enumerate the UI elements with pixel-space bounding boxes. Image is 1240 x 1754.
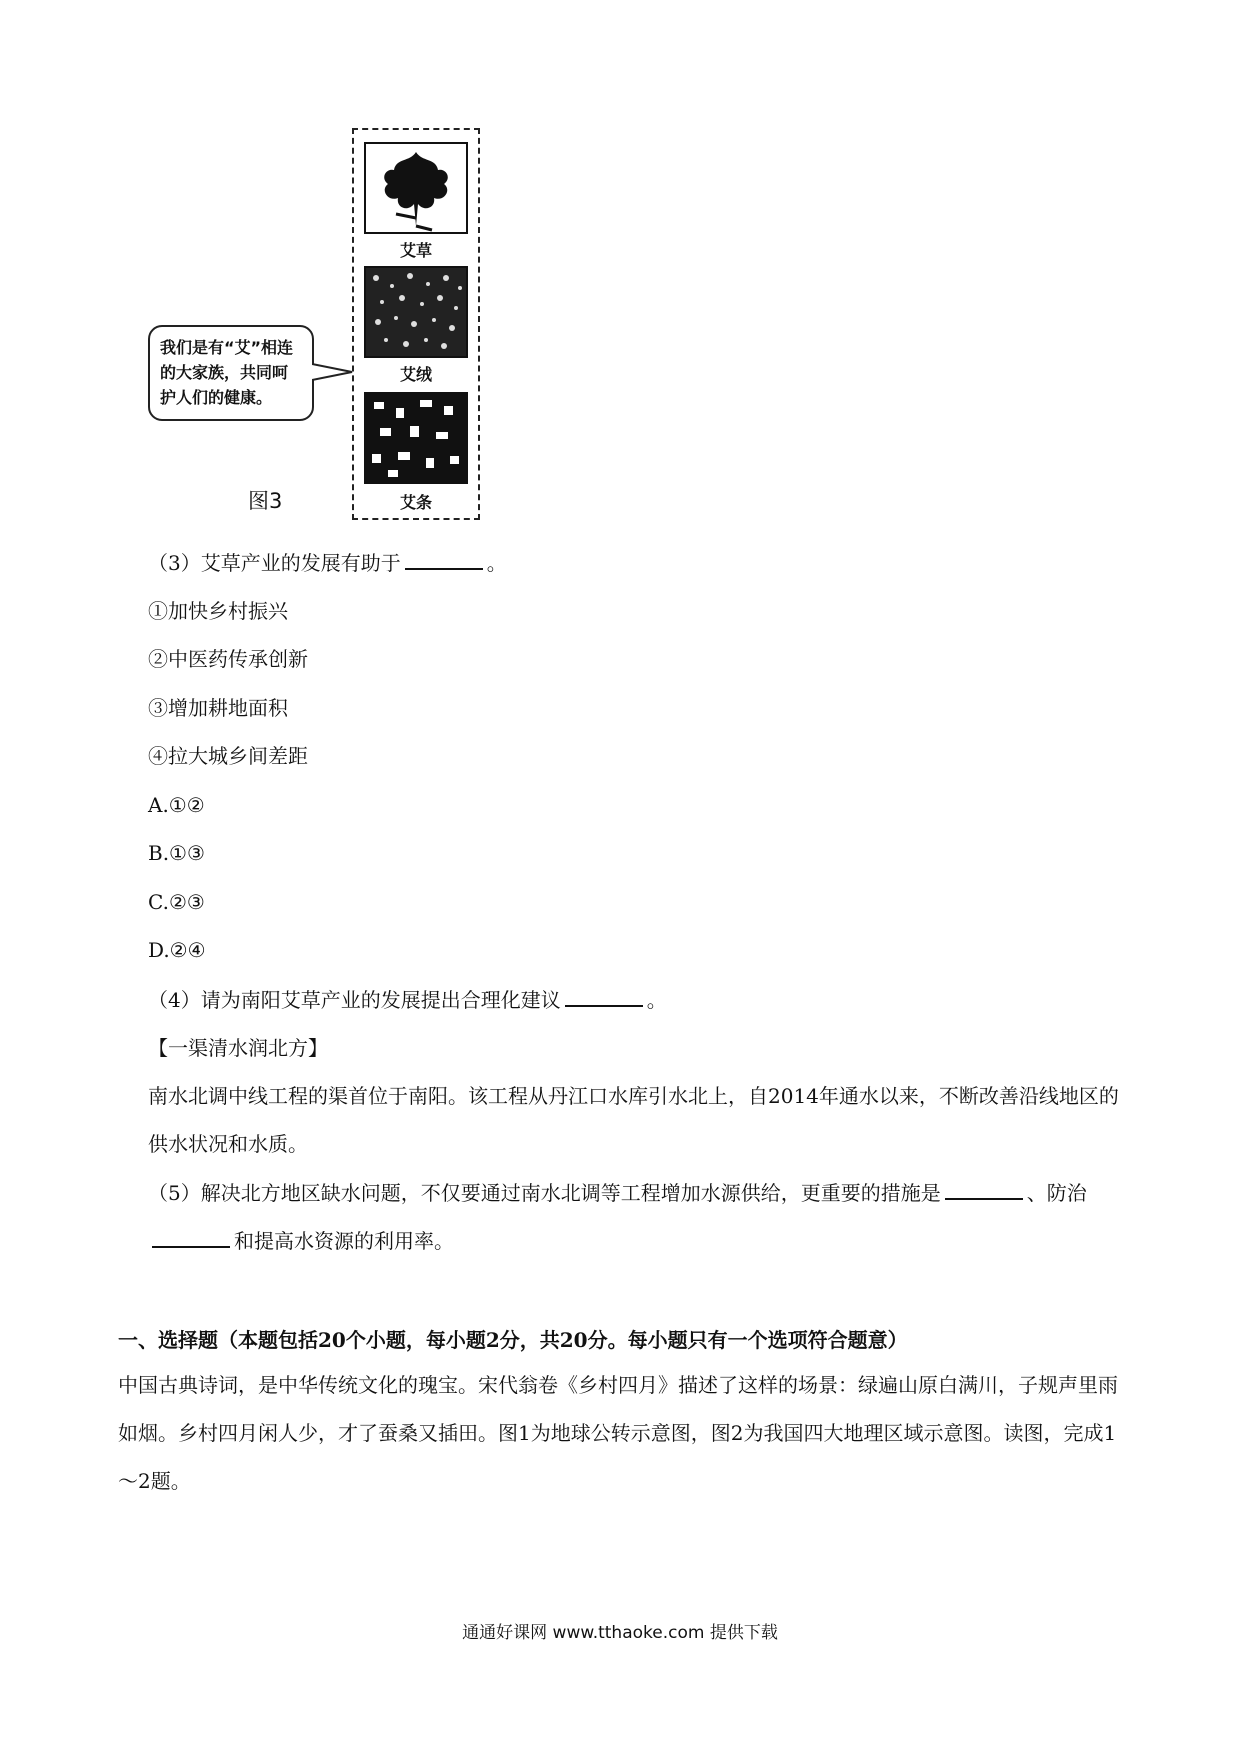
mugwort-floss-image [364,266,468,358]
mugwort-leaf-image [364,142,468,234]
answer-blank [565,985,643,1007]
tile-label-aicao: 艾草 [399,241,432,260]
section-title: 【一渠清水润北方】 [148,1036,328,1060]
bubble-pointer [312,362,354,382]
question-4-stem-end: 。 [646,988,667,1012]
page-footer: 通通好课网 www.tthaoke.com 提供下载 [462,1623,778,1643]
statement-2: ②中医药传承创新 [148,647,308,671]
tile-label-aitiao: 艾条 [399,493,432,512]
answer-blank [405,548,483,570]
intro-passage: 中国古典诗词，是中华传统文化的瑰宝。宋代翁卷《乡村四月》描述了这样的场景：绿遍山原白满川，子规声里雨如烟。乡村四月闲人少，才了蚕桑又插田。图1为地球公转示意图，图2为我国四大地理区域示意图。读图，完成1～2题。 [118,1373,1118,1493]
passage-water-diversion: 南水北调中线工程的渠首位于南阳。该工程从丹江口水库引水北上，自2014年通水以来，不断改善沿线地区的供水状况和水质。 [148,1084,1119,1156]
option-c: C.②③ [148,890,205,914]
question-3-stem-text: （3）艾草产业的发展有助于 [148,551,401,575]
figure-caption: 图3 [248,489,283,513]
statement-3: ③增加耕地面积 [148,696,288,720]
question-5-part1: （5）解决北方地区缺水问题，不仅要通过南水北调等工程增加水源供给，更重要的措施是 [148,1181,941,1205]
tile-label-airong: 艾绒 [399,365,432,384]
question-4-stem [148,985,667,1014]
option-b: B.①③ [148,841,205,865]
speech-bubble: 我们是有“艾”相连的大家族，共同呵护人们的健康。 [148,325,314,421]
part-one-heading: 一、选择题（本题包括20个小题，每小题2分，共20分。每小题只有一个选项符合题意） [118,1328,908,1352]
figure-3-frame [352,128,480,520]
question-5-part3: 和提高水资源的利用率。 [234,1229,454,1253]
answer-blank [945,1178,1023,1200]
answer-blank [152,1226,230,1248]
statement-4: ④拉大城乡间差距 [148,744,308,768]
question-4-stem-text: （4）请为南阳艾草产业的发展提出合理化建议 [148,988,561,1012]
moxa-stick-image [364,392,468,484]
statement-1: ①加快乡村振兴 [148,599,288,623]
question-3-stem [148,548,507,577]
option-d: D.②④ [148,938,206,962]
question-5-part2: 、防治 [1026,1181,1087,1205]
question-5-stem [148,1169,1128,1265]
question-3-stem-end: 。 [486,551,507,575]
option-a: A.①② [148,793,205,817]
